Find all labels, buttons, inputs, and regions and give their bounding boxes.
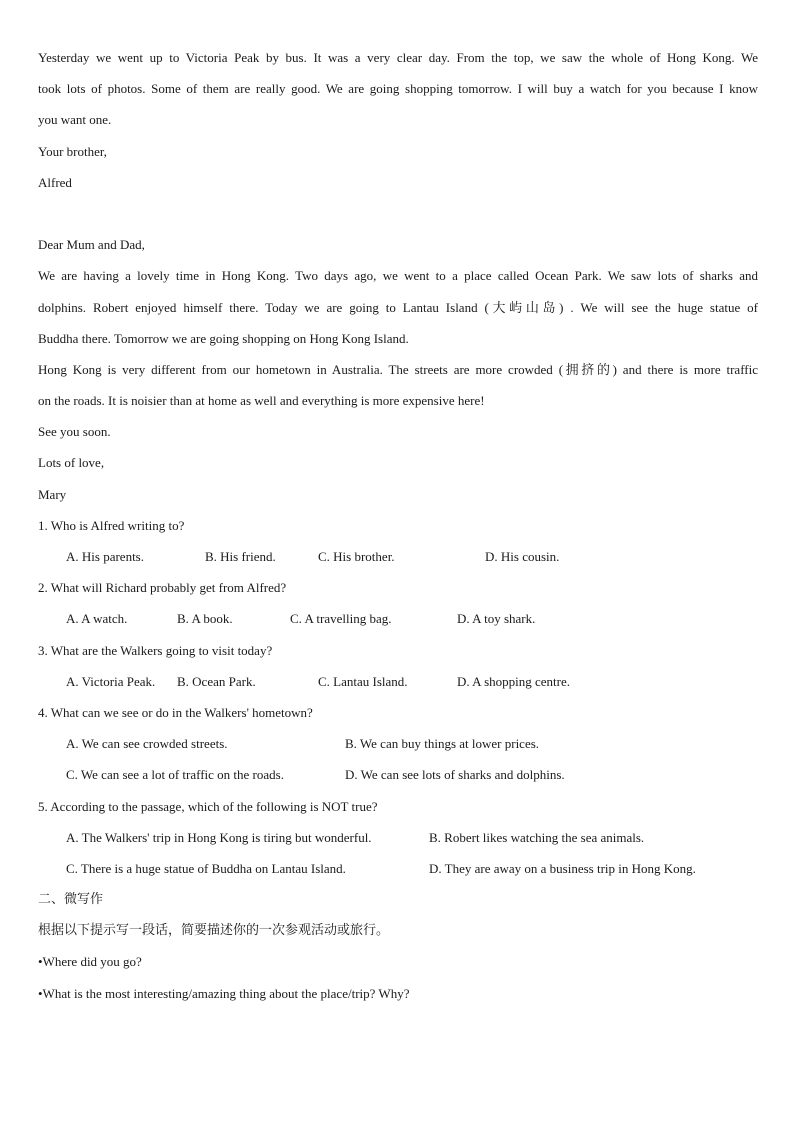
option-d[interactable]: D. A shopping centre. bbox=[457, 673, 571, 689]
option-a[interactable]: A. We can see crowded streets. bbox=[66, 736, 228, 752]
document-page bbox=[38, 42, 758, 1009]
question-stem: 1. Who is Alfred writing to? bbox=[38, 517, 185, 533]
option-d[interactable]: D. They are away on a business trip in Hong Kong. bbox=[429, 860, 696, 876]
option-row bbox=[38, 822, 758, 853]
option-d[interactable]: D. We can see lots of sharks and dolphins. bbox=[345, 767, 565, 783]
option-row bbox=[38, 541, 758, 572]
question-list bbox=[38, 510, 758, 884]
option-a[interactable]: A. His parents. bbox=[66, 549, 144, 564]
option-row bbox=[38, 728, 758, 759]
option-d[interactable]: D. His cousin. bbox=[485, 549, 560, 564]
writing-instruction: 根据以下提示写一段话，简要描述你的一次参观活动或旅行。 bbox=[38, 923, 390, 939]
letter-alfred bbox=[38, 42, 758, 198]
letter-line: Buddha there. Tomorrow we are going shopping on Hong Kong Island. bbox=[38, 330, 409, 346]
letter-closing: Lots of love, bbox=[38, 455, 105, 471]
option-b[interactable]: B. Robert likes watching the sea animals. bbox=[429, 829, 645, 845]
letter-mary bbox=[38, 229, 758, 510]
option-c[interactable]: C. Lantau Island. bbox=[318, 673, 408, 689]
option-c[interactable]: C. His brother. bbox=[318, 549, 395, 564]
option-b[interactable]: B. A book. bbox=[177, 611, 233, 627]
option-b[interactable]: B. We can buy things at lower prices. bbox=[345, 736, 540, 752]
option-c[interactable]: C. We can see a lot of traffic on the roads. bbox=[66, 767, 284, 783]
letter-line: you want one. bbox=[38, 112, 112, 128]
question-stem: 4. What can we see or do in the Walkers' hometown? bbox=[38, 704, 313, 720]
letter-signature: Mary bbox=[38, 486, 67, 502]
option-row bbox=[38, 666, 758, 697]
letter-see-you: See you soon. bbox=[38, 424, 111, 440]
option-row bbox=[38, 759, 758, 790]
question-stem: 3. What are the Walkers going to visit today? bbox=[38, 642, 273, 658]
writing-section bbox=[38, 884, 758, 1009]
option-b[interactable]: B. His friend. bbox=[205, 549, 276, 564]
letter-signature: Alfred bbox=[38, 174, 72, 190]
letter-greeting: Dear Mum and Dad, bbox=[38, 237, 145, 253]
letter-line: dolphins. Robert enjoyed himself there. Today we are going to Lantau Island (大屿山岛) . We will see the huge statue of bbox=[38, 299, 758, 315]
question bbox=[38, 697, 758, 791]
question-stem: 5. According to the passage, which of the following is NOT true? bbox=[38, 798, 378, 814]
blank-line bbox=[38, 198, 758, 229]
letter-line: on the roads. It is noisier than at home as well and everything is more expensive here! bbox=[38, 393, 485, 409]
section-heading: 二、微写作 bbox=[38, 892, 104, 908]
letter-line: took lots of photos. Some of them are really good. We are going shopping tomorrow. I will buy a watch for you because I know bbox=[38, 81, 758, 97]
question bbox=[38, 572, 758, 634]
letter-closing: Your brother, bbox=[38, 143, 107, 159]
question bbox=[38, 791, 758, 885]
option-a[interactable]: A. The Walkers' trip in Hong Kong is tiring but wonderful. bbox=[66, 829, 372, 845]
letter-line: We are having a lovely time in Hong Kong. Two days ago, we went to a place called Ocean Park. We saw lots of sharks and bbox=[38, 268, 758, 284]
option-row bbox=[38, 603, 758, 634]
writing-prompt: •What is the most interesting/amazing thing about the place/trip? Why? bbox=[38, 985, 410, 1001]
option-d[interactable]: D. A toy shark. bbox=[457, 611, 536, 627]
option-b[interactable]: B. Ocean Park. bbox=[177, 673, 256, 689]
option-row bbox=[38, 853, 758, 884]
question-stem: 2. What will Richard probably get from Alfred? bbox=[38, 580, 287, 596]
writing-prompt: •Where did you go? bbox=[38, 954, 142, 970]
question bbox=[38, 635, 758, 697]
letter-line: Hong Kong is very different from our hometown in Australia. The streets are more crowded (拥挤的) and there is more traffic bbox=[38, 361, 758, 377]
option-c[interactable]: C. A travelling bag. bbox=[290, 611, 392, 627]
option-a[interactable]: A. A watch. bbox=[66, 611, 128, 627]
option-c[interactable]: C. There is a huge statue of Buddha on Lantau Island. bbox=[66, 860, 346, 876]
option-a[interactable]: A. Victoria Peak. bbox=[66, 673, 156, 689]
question bbox=[38, 510, 758, 572]
letter-line: Yesterday we went up to Victoria Peak by bus. It was a very clear day. From the top, we saw the whole of Hong Kong. We bbox=[38, 50, 758, 65]
